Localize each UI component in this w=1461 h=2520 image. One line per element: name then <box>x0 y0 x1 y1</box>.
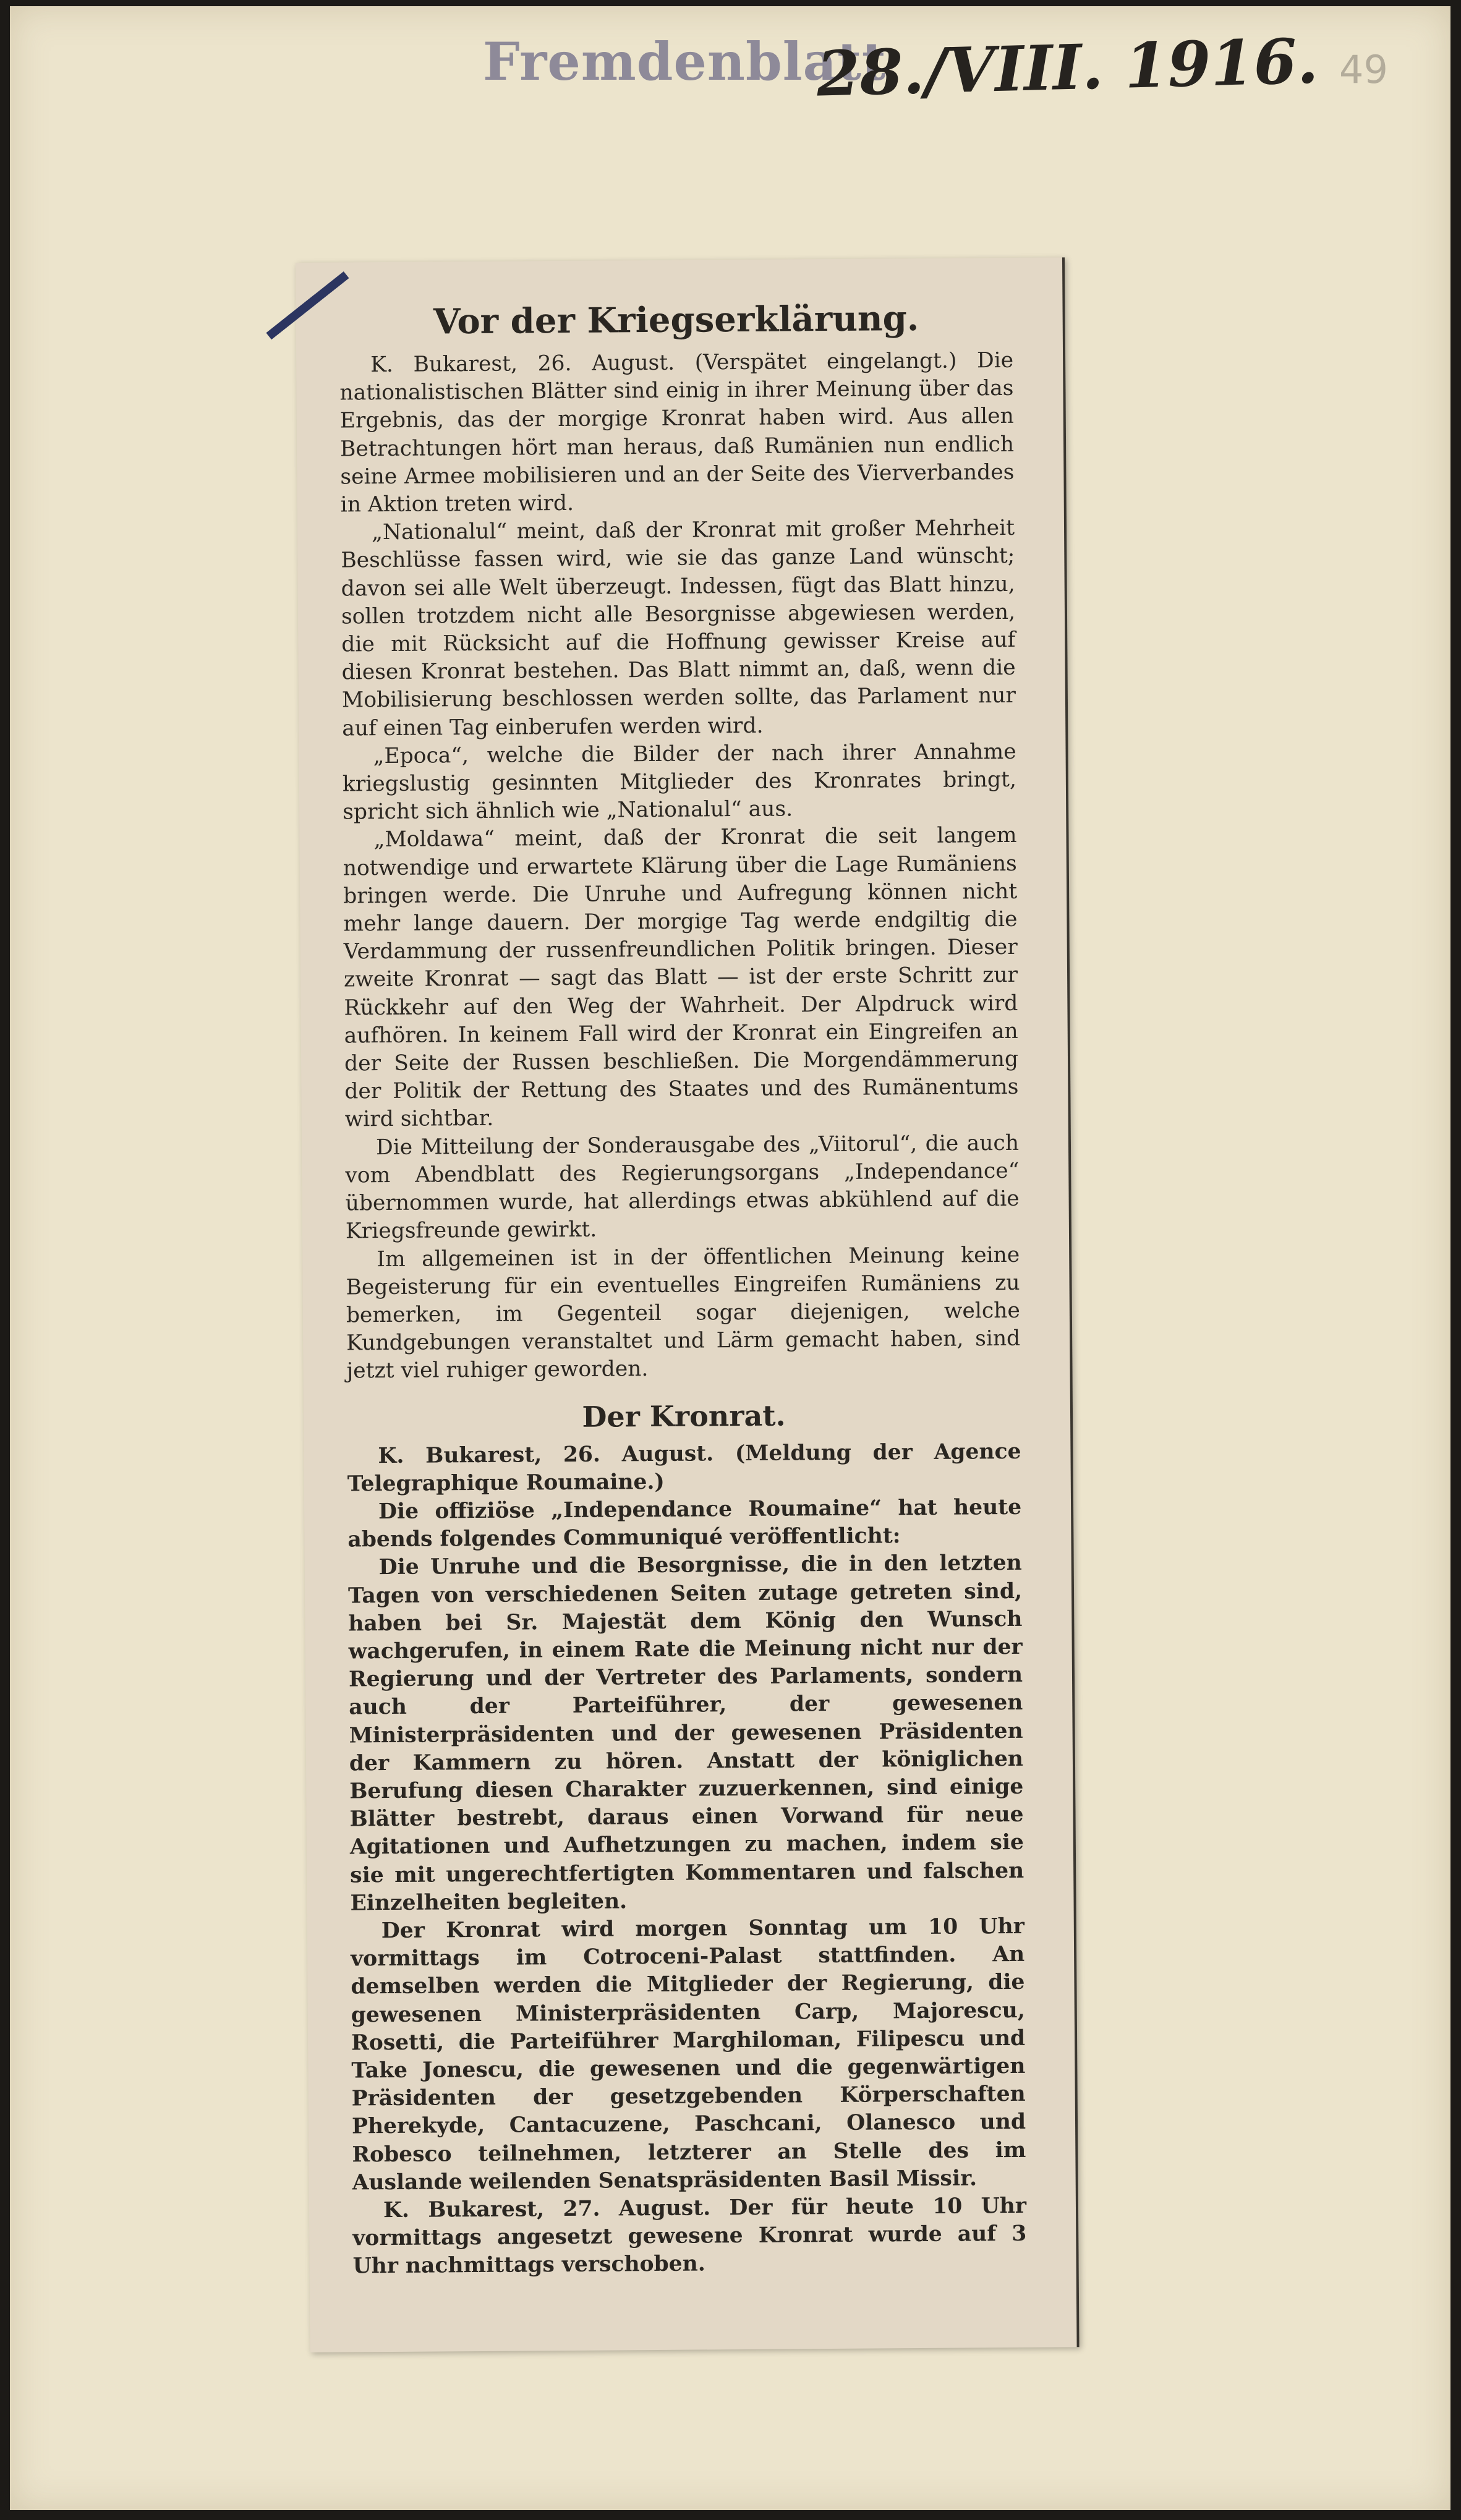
article-paragraph: Die offiziöse „Independance Roumaine“ hat heute abends folgendes Communiqué veröffentlicht: <box>347 1494 1022 1552</box>
article-column <box>339 295 1026 2281</box>
article-paragraph: Der Kronrat wird morgen Sonntag um 10 Uhr vormittags im Cotroceni-Palast stattfinden. An demselben werden die Mitglieder der Regierung, die gewesenen Ministerpräsidenten Carp, Majorescu, Rosetti, die Parteiführer Marghiloman, Filipescu und Take Jonescu, die gewesenen und die gegenwärtigen Präsidenten der gesetzgebenden Körperschaften Pherekyde, Cantacuzene, Paschcani, Olanesco und Robesco teilnehmen, letzterer an Stelle des im Auslande weilenden Senatspräsidenten Basil Missir. <box>351 1913 1026 2195</box>
article-title: Vor der Kriegserklärung. <box>433 297 919 343</box>
section-title: Der Kronrat. <box>582 1398 786 1434</box>
article-paragraph: Die Unruhe und die Besorgnisse, die in den letzten Tagen von verschiedenen Seiten zutage getreten sind, haben bei Sr. Majestät dem König den Wunsch wachgerufen, in einem Rate die Meinung nicht nur der Regierung und der Vertreter des Parlaments, sondern auch der Parteiführer, der gewesenen Ministerpräsidenten und der gewesenen Präsidenten der Kammern zu hören. Anstatt der königlichen Berufung diesen Charakter zuzuerkennen, sind einige Blätter bestrebt, daraus einen Vorwand für neue Agitationen und Aufhetzungen zu machen, indem sie sie mit ungerechtfertigten Kommentaren und falschen Einzelheiten begleiten. <box>347 1551 1024 1916</box>
article-paragraph: K. Bukarest, 26. August. (Meldung der Agence Telegraphique Roumaine.) <box>347 1439 1021 1497</box>
article-paragraph: K. Bukarest, 27. August. Der für heute 10 Uhr vormittags angesetzt gewesene Kronrat wurde auf 3 Uhr nachmittags verschoben. <box>352 2193 1027 2279</box>
handwritten-date: 28./VIII. 1916. <box>816 24 1319 111</box>
article-paragraph: „Moldawa“ meint, daß der Kronrat die seit langem notwendige und erwartete Klärung über die Lage Rumäniens bringen werde. Die Unruhe und Aufregung können nicht mehr lange dauern. Der morgige Tag werde endgiltig die Verdammung der russenfreundlichen Politik bringen. Dieser zweite Kronrat — sagt das Blatt — ist der erste Schritt zur Rückkehr auf den Weg der Wahrheit. Der Alpdruck wird aufhören. In keinem Fall wird der Kronrat ein Eingreifen an der Seite der Russen beschließen. Die Morgendämmerung der Politik der Rettung des Staates und des Rumänentums wird sichtbar. <box>343 823 1019 1132</box>
page-number: 49 <box>1339 47 1388 92</box>
article-paragraph: K. Bukarest, 26. August. (Verspätet eingelangt.) Die nationalistischen Blätter sind einig in ihrer Meinung über das Ergebnis, das der morgige Kronrat haben wird. Aus allen Betrachtungen hört man heraus, daß Rumänien nun endlich seine Armee mobilisieren und an der Seite des Vierverbandes in Aktion treten wird. <box>339 347 1015 517</box>
article-paragraph: Im allgemeinen ist in der öffentlichen Meinung keine Begeisterung für ein eventuelles Eingreifen Rumäniens zu bemerken, im Gegenteil sogar diejenigen, welche Kundgebungen veranstaltet und Lärm gemacht haben, sind jetzt viel ruhiger geworden. <box>346 1242 1021 1384</box>
article-paragraph: Die Mitteilung der Sonderausgabe des „Viitorul“, die auch vom Abendblatt des Regierungsorgans „Independance“ übernommen wurde, hat allerdings etwas abkühlend auf die Kriegsfreunde gewirkt. <box>345 1130 1020 1244</box>
archive-sheet <box>10 6 1450 2510</box>
blue-pencil-mark <box>266 271 349 339</box>
newspaper-clipping <box>296 257 1080 2352</box>
article-paragraph: „Epoca“, welche die Bilder der nach ihrer Annahme kriegslustig gesinnten Mitglieder des Kronrates bringt, spricht sich ähnlich wie „Nationalul“ aus. <box>342 739 1017 825</box>
article-paragraph: „Nationalul“ meint, daß der Kronrat mit großer Mehrheit Beschlüsse fassen wird, wie sie das ganze Land wünscht; davon sei alle Welt überzeugt. Indessen, fügt das Blatt hinzu, sollen trotzdem nicht alle Besorgnisse abgewiesen werden, die mit Rücksicht auf die Hoffnung gewisser Kreise auf diesen Kronrat bestehen. Das Blatt nimmt an, daß, wenn die Mobilisierung beschlossen werden sollte, das Parlament nur auf einen Tag einberufen werden wird. <box>341 516 1016 741</box>
newspaper-stamp: Fremdenblatt <box>483 31 887 92</box>
